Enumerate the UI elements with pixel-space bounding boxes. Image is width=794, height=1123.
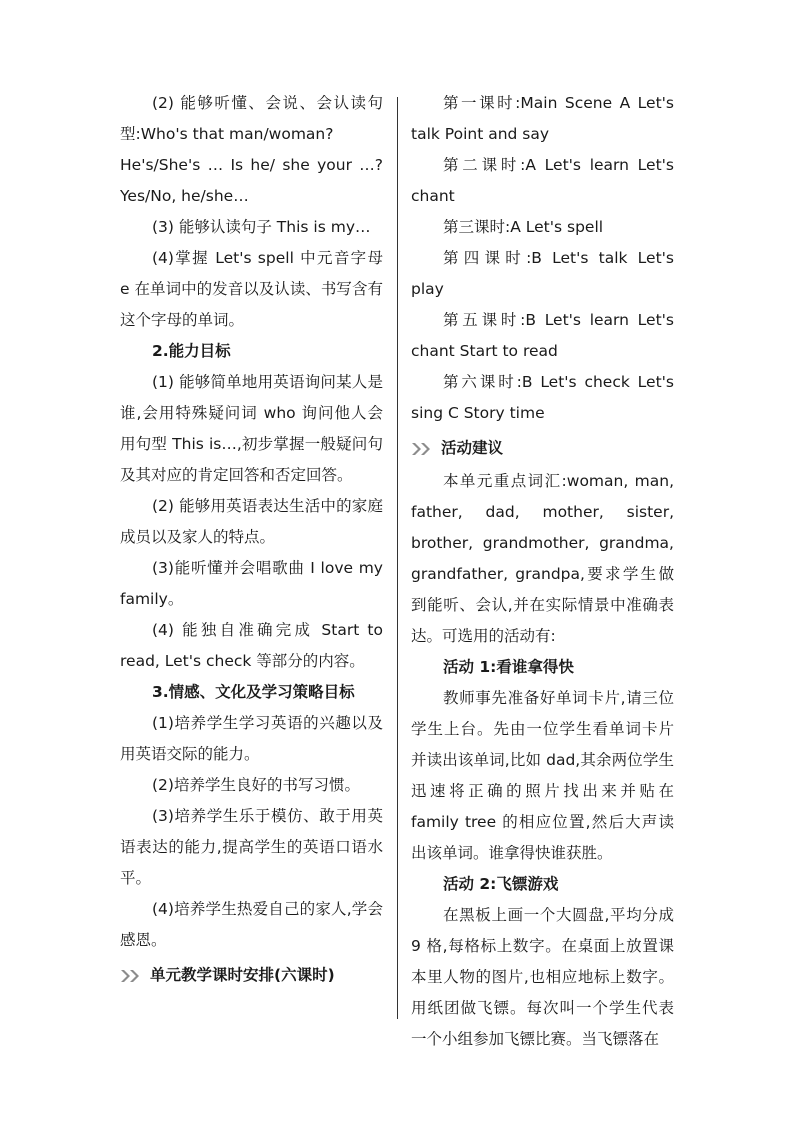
left-column: [120, 88, 383, 993]
ability-goal-2: (2) 能够用英语表达生活中的家庭成员以及家人的特点。: [120, 497, 383, 546]
lesson-5: 第五课时:B Let's learn Let's chant Start to read: [411, 311, 674, 360]
ability-goal-3: (3)能听懂并会唱歌曲 I love my family。: [120, 559, 383, 608]
ability-goal-1: (1) 能够简单地用英语询问某人是谁,会用特殊疑问词 who 询问他人会用句型 This is…,初步掌握一般疑问句及其对应的肯定回答和否定回答。: [120, 373, 383, 484]
ability-goals-heading: 2.能力目标: [152, 342, 231, 360]
activity-1-title: 活动 1:看谁拿得快: [443, 658, 574, 676]
affective-goal-2: (2)培养学生良好的书写习惯。: [152, 776, 360, 794]
objective-2-listening: (2) 能够听懂、会说、会认读句型:Who's that man/woman?: [120, 94, 383, 143]
schedule-section-heading: [120, 960, 383, 991]
lesson-2: 第二课时:A Let's learn Let's chant: [411, 156, 674, 205]
objective-2-sentence-patterns: He's/She's … Is he/ she your …? Yes/No, he/she…: [120, 156, 383, 205]
lesson-6: 第六课时:B Let's check Let's sing C Story time: [411, 373, 674, 422]
ability-goal-4: (4) 能独自准确完成 Start to read, Let's check 等部分的内容。: [120, 621, 383, 670]
right-column: [411, 88, 674, 1055]
affective-goals-heading: 3.情感、文化及学习策略目标: [152, 683, 355, 701]
activities-section-heading: [411, 433, 674, 464]
lesson-4: 第四课时:B Let's talk Let's play: [411, 249, 674, 298]
activity-2-title: 活动 2:飞镖游戏: [443, 875, 559, 893]
lesson-3: 第三课时:A Let's spell: [443, 218, 604, 236]
objective-4-spelling: (4)掌握 Let's spell 中元音字母 e 在单词中的发音以及认读、书写含有这个字母的单词。: [120, 249, 383, 329]
affective-goal-3: (3)培养学生乐于模仿、敢于用英语表达的能力,提高学生的英语口语水平。: [120, 807, 383, 887]
schedule-section-title: 单元教学课时安排(六课时): [150, 966, 335, 984]
affective-goal-1: (1)培养学生学习英语的兴趣以及用英语交际的能力。: [120, 714, 383, 763]
column-divider: [397, 97, 398, 1019]
activities-section-title: 活动建议: [441, 439, 504, 457]
activity-1-body: 教师事先准备好单词卡片,请三位学生上台。先由一位学生看单词卡片并读出该单词,比如 dad,其余两位学生迅速将正确的照片找出来并贴在 family tree 的相应位置,然后大声读出该单词。谁拿得快谁获胜。: [411, 689, 674, 862]
double-chevron-icon: [120, 969, 142, 983]
activity-2-body: 在黑板上画一个大圆盘,平均分成 9 格,每格标上数字。在桌面上放置课本里人物的图片,也相应地标上数字。用纸团做飞镖。每次叫一个学生代表一个小组参加飞镖比赛。当飞镖落在: [411, 906, 674, 1048]
key-vocabulary-intro: 本单元重点词汇:woman, man, father, dad, mother, sister, brother, grandmother, grandma, grandfather, grandpa,要求学生做到能听、会认,并在实际情景中准确表达。可选用的活动有:: [411, 472, 674, 645]
double-chevron-icon: [411, 442, 433, 456]
affective-goal-4: (4)培养学生热爱自己的家人,学会感恩。: [120, 900, 383, 949]
objective-3-reading: (3) 能够认读句子 This is my…: [152, 218, 371, 236]
lesson-1: 第一课时:Main Scene A Let's talk Point and say: [411, 94, 674, 143]
